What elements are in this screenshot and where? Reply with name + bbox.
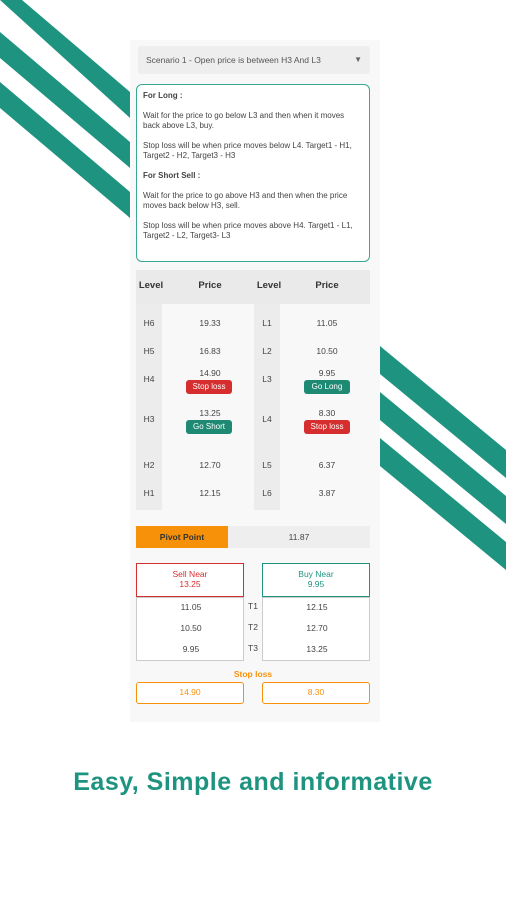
buy-target-3: 13.25 xyxy=(306,644,328,654)
price-h-value: 12.70 xyxy=(199,460,221,470)
level-h-label: H4 xyxy=(143,374,155,384)
scenario-dropdown[interactable] xyxy=(138,46,370,74)
level-column-l xyxy=(254,304,280,510)
price-h-value: 19.33 xyxy=(199,318,221,328)
level-l-label: L1 xyxy=(262,318,272,328)
header-level-2: Level xyxy=(256,280,282,291)
buy-near-label: Buy Near xyxy=(298,569,334,579)
stoploss-badge: Stop loss xyxy=(304,420,350,434)
buy-target-1: 12.15 xyxy=(306,602,328,612)
level-h-label: H3 xyxy=(143,414,155,424)
long-stop-text: Stop loss will be when price moves below L4. Target1 - H1, Target2 - H2, Target3 - H3 xyxy=(143,141,352,160)
buy-near-box xyxy=(262,563,370,597)
stoploss-title: Stop loss xyxy=(233,669,273,679)
sell-target-1: 11.05 xyxy=(180,602,202,612)
price-l-value: 9.95 xyxy=(318,368,336,378)
header-price-2: Price xyxy=(315,280,339,291)
price-l-value: 6.37 xyxy=(318,460,336,470)
level-h-label: H5 xyxy=(143,346,155,356)
pivot-label: Pivot Point xyxy=(136,526,228,548)
sell-near-box xyxy=(136,563,244,597)
buy-near-value: 9.95 xyxy=(307,579,325,589)
buy-target-2: 12.70 xyxy=(306,623,328,633)
price-h-value: 12.15 xyxy=(199,488,221,498)
long-heading: For Long : xyxy=(143,91,183,100)
scenario-selected: Scenario 1 - Open price is between H3 And L3 xyxy=(146,55,321,65)
stoploss-badge: Stop loss xyxy=(186,380,232,394)
strategy-info-box xyxy=(136,84,370,262)
sell-near-value: 13.25 xyxy=(179,579,201,589)
sell-near-label: Sell Near xyxy=(172,569,208,579)
target-label-3: T3 xyxy=(248,643,258,653)
short-text: Wait for the price to go above H3 and then when the price moves back below H3, sell. xyxy=(143,191,348,210)
go-long-badge: Go Long xyxy=(304,380,350,394)
level-l-label: L4 xyxy=(262,414,272,424)
go-short-badge: Go Short xyxy=(186,420,232,434)
sell-stoploss-box: 14.90 xyxy=(136,682,244,704)
price-l-value: 10.50 xyxy=(316,346,338,356)
price-h-value: 13.25 xyxy=(199,408,221,418)
price-h-value: 16.83 xyxy=(199,346,221,356)
pivot-value: 11.87 xyxy=(288,532,310,542)
buy-targets-box xyxy=(262,597,370,661)
sell-targets-box xyxy=(136,597,244,661)
short-stop-text: Stop loss will be when price moves above H4. Target1 - L1, Target2 - L2, Target3- L3 xyxy=(143,221,353,240)
level-l-label: L6 xyxy=(262,488,272,498)
sell-target-3: 9.95 xyxy=(182,644,200,654)
pivot-calculator-card xyxy=(130,40,380,722)
level-l-label: L3 xyxy=(262,374,272,384)
level-h-label: H1 xyxy=(143,488,155,498)
price-l-value: 8.30 xyxy=(318,408,336,418)
header-price-1: Price xyxy=(198,280,222,291)
price-l-value: 11.05 xyxy=(316,318,338,328)
target-label-1: T1 xyxy=(248,601,258,611)
level-l-label: L5 xyxy=(262,460,272,470)
tagline: Easy, Simple and informative xyxy=(73,768,433,796)
level-h-label: H2 xyxy=(143,460,155,470)
targets-grid xyxy=(136,597,370,661)
price-h-value: 14.90 xyxy=(199,368,221,378)
long-text: Wait for the price to go below L3 and then when it moves back above L3, buy. xyxy=(143,111,345,130)
level-h-label: H6 xyxy=(143,318,155,328)
chevron-down-icon: ▼ xyxy=(354,55,362,64)
price-l-value: 3.87 xyxy=(318,488,336,498)
sell-target-2: 10.50 xyxy=(180,623,202,633)
short-heading: For Short Sell : xyxy=(143,171,201,180)
level-l-label: L2 xyxy=(262,346,272,356)
header-level-1: Level xyxy=(138,280,164,291)
target-label-2: T2 xyxy=(248,622,258,632)
pivot-point-row xyxy=(136,526,370,548)
buy-stoploss-box: 8.30 xyxy=(262,682,370,704)
level-column-h xyxy=(136,304,162,510)
table-header xyxy=(136,270,370,304)
